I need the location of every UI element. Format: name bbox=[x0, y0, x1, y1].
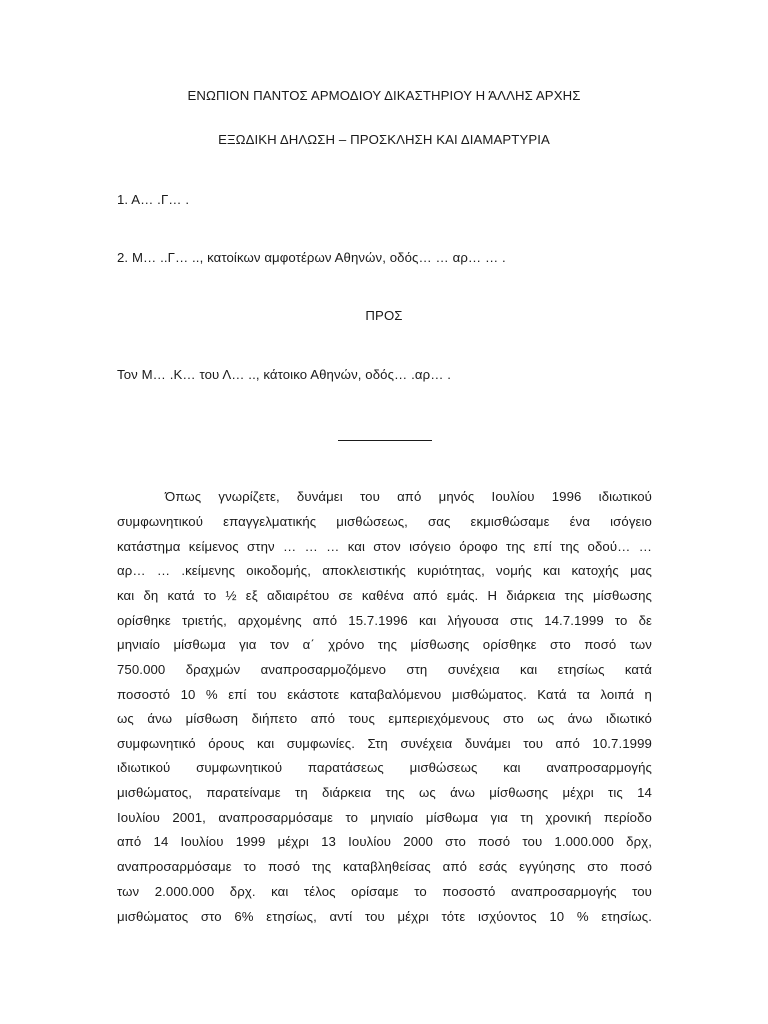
body-line: ποσοστό 10 % επί του εκάστοτε καταβαλόμενου μισθώματος. Κατά τα λοιπά η bbox=[117, 687, 652, 702]
body-line: Ιουλίου 2001, αναπροσαρμόσαμε το μηνιαίο μίσθωμα για τη χρονική περίοδο bbox=[117, 810, 652, 825]
body-line: ως άνω μίσθωση διήπετο από τους εμπεριεχόμενους στο ως άνω ιδιωτικό bbox=[117, 711, 652, 726]
document-heading-court: ΕΝΩΠΙΟΝ ΠΑΝΤΟΣ ΑΡΜΟΔΙΟΥ ΔΙΚΑΣΤΗΡΙΟΥ Η ΆΛΛΗΣ ΑΡΧΗΣ bbox=[187, 88, 581, 103]
body-line: των 2.000.000 δρχ. και τέλος ορίσαμε το ποσοστό αναπροσαρμογής του bbox=[117, 884, 652, 899]
to-label: ΠΡΟΣ bbox=[365, 308, 403, 323]
recipient: Τον Μ… .Κ… του Λ… .., κάτοικο Αθηνών, οδός… .αρ… . bbox=[117, 367, 452, 382]
body-line: συμφωνητικού επαγγελματικής μισθώσεως, σας εκμισθώσαμε ένα ισόγειο bbox=[117, 514, 652, 529]
body-line: 750.000 δραχμών αναπροσαρμοζόμενο στη συνέχεια και ετησίως κατά bbox=[117, 662, 652, 677]
body-line: μισθώματος στο 6% ετησίως, αντί του μέχρι τότε ισχύοντος 10 % ετησίως. bbox=[117, 909, 652, 924]
body-line: και δη κατά το ½ εξ αδιαιρέτου σε καθένα από εμάς. Η διάρκεια της μίσθωσης bbox=[117, 588, 652, 603]
document-heading-title: ΕΞΩΔΙΚΗ ΔΗΛΩΣΗ – ΠΡΟΣΚΛΗΣΗ ΚΑΙ ΔΙΑΜΑΡΤΥΡΙΑ bbox=[218, 132, 550, 147]
body-line: μηνιαίο μίσθωμα για τον α΄ χρόνο της μίσθωσης ορίσθηκε στο ποσό των bbox=[117, 637, 652, 652]
party-1: 1. Α… .Γ… . bbox=[117, 192, 190, 207]
body-line: μισθώματος, παρατείναμε τη διάρκεια της ως άνω μίσθωσης μέχρι τις 14 bbox=[117, 785, 652, 800]
body-line: από 14 Ιουλίου 1999 μέχρι 13 Ιουλίου 2000 στο ποσό του 1.000.000 δρχ, bbox=[117, 834, 652, 849]
body-line: ορίσθηκε τριετής, αρχομένης από 15.7.1996 και λήγουσα στις 14.7.1999 το δε bbox=[117, 613, 652, 628]
body-line: αρ… … .κείμενης οικοδομής, αποκλειστικής κυριότητας, νομής και κατοχής μας bbox=[117, 563, 652, 578]
body-line: ιδιωτικού συμφωνητικού παρατάσεως μισθώσεως και αναπροσαρμογής bbox=[117, 760, 652, 775]
party-2: 2. Μ… ..Γ… .., κατοίκων αμφοτέρων Αθηνών, οδός… … αρ… … . bbox=[117, 250, 506, 265]
body-line: κατάστημα κείμενος στην … … … και στον ισόγειο όροφο της επί της οδού… … bbox=[117, 539, 652, 554]
separator-line bbox=[338, 440, 432, 441]
body-line: αναπροσαρμόσαμε το ποσό της καταβληθείσας από εσάς εγγύησης στο ποσό bbox=[117, 859, 652, 874]
body-line: Όπως γνωρίζετε, δυνάμει του από μηνός Ιουλίου 1996 ιδιωτικού bbox=[165, 489, 652, 504]
body-line: συμφωνητικό όρους και συμφωνίες. Στη συνέχεια δυνάμει του από 10.7.1999 bbox=[117, 736, 652, 751]
